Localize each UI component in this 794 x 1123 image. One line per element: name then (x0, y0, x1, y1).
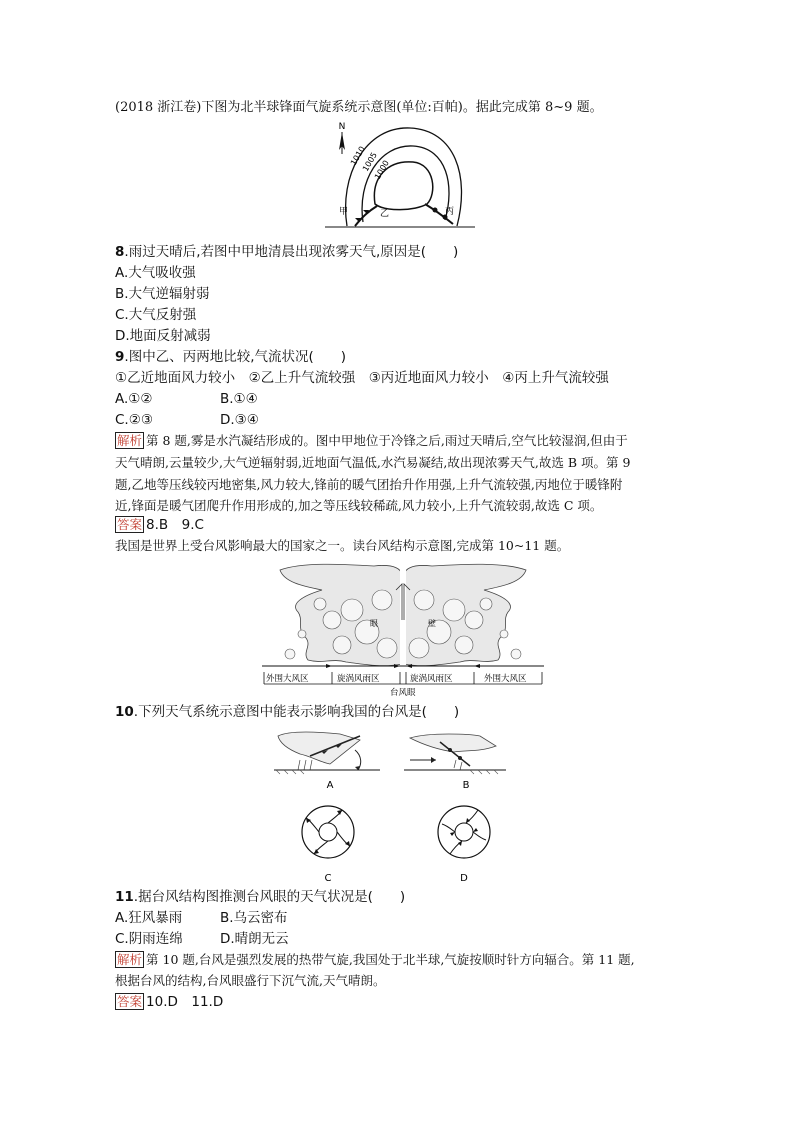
question-10: 10.下列天气系统示意图中能表示影响我国的台风是( ) (115, 704, 460, 720)
jiexi-badge-2: 解析 (117, 952, 143, 967)
jia-label: 甲 (339, 207, 349, 217)
q8-option-b[interactable]: B.大气逆辐射弱 (115, 286, 210, 302)
daan-badge-2: 答案 (117, 994, 143, 1009)
q9-option-a[interactable]: A.①② (115, 391, 153, 407)
q11-option-a[interactable]: A.狂风暴雨 (115, 910, 183, 926)
frontal-cyclone-figure (325, 116, 475, 228)
cold-front (355, 206, 377, 226)
jiexi-badge: 解析 (117, 433, 143, 448)
option-a-label: A (326, 780, 334, 791)
option-b-label: B (462, 780, 470, 791)
explanation-1-line-3: 题,乙地等压线较丙地密集,风力较大,锋前的暖气团抬升作用强,上升气流较强,丙地位于暖锋附 (115, 477, 623, 492)
answer-2: 答案 10.D 11.D (117, 994, 224, 1010)
q9-items: ①乙近地面风力较小 ②乙上升气流较强 ③丙近地面风力较小 ④丙上升气流较强 (115, 370, 609, 386)
explanation-1-line-2: 天气晴朗,云量较少,大气逆辐射弱,近地面气温低,水汽易凝结,故出现浓雾天气,故选 B 项。第 9 (115, 455, 631, 470)
q9-option-c[interactable]: C.②③ (115, 412, 153, 428)
q9-option-d[interactable]: D.③④ (220, 412, 259, 428)
north-label: N (338, 122, 346, 132)
explanation-2-line-2: 根据台风的结构,台风眼盛行下沉气流,天气晴朗。 (115, 973, 386, 988)
q9-option-b[interactable]: B.①④ (220, 391, 258, 407)
intro-text-1: (2018 浙江卷)下图为北半球锋面气旋系统示意图(单位:百帕)。据此完成第 8~9 题。 (115, 100, 603, 115)
bing-label: 丙 (445, 207, 455, 217)
typhoon-eye-label: 台风眼 (390, 688, 416, 698)
option-d-label: D (460, 873, 468, 884)
q11-option-c[interactable]: C.阴雨连绵 (115, 931, 183, 947)
weather-systems-figure (270, 726, 510, 886)
q8-option-a[interactable]: A.大气吸收强 (115, 265, 196, 281)
q8-option-c[interactable]: C.大气反射强 (115, 307, 197, 323)
yi-label: 乙 (380, 209, 390, 219)
eye-wall-right-label: 壁 (428, 619, 436, 628)
question-8: 8.雨过天晴后,若图中甲地清晨出现浓雾天气,原因是( ) (115, 244, 459, 260)
typhoon-structure-figure (262, 560, 544, 698)
answer-1: 答案 8.B 9.C (117, 517, 204, 533)
q8-option-d[interactable]: D.地面反射减弱 (115, 328, 211, 344)
intro-text-2: 我国是世界上受台风影响最大的国家之一。读台风结构示意图,完成第 10~11 题。 (115, 538, 570, 553)
vortex-rain-zone-left: 旋涡风雨区 (337, 674, 380, 684)
isobar-1005-label: 1005 (360, 150, 379, 173)
outer-wind-zone-left: 外围大风区 (266, 674, 309, 684)
q11-option-b[interactable]: B.乌云密布 (220, 910, 288, 926)
outer-wind-zone-right: 外围大风区 (484, 674, 527, 684)
explanation-2-line-1: 解析 第 10 题,台风是强烈发展的热带气旋,我国处于北半球,气旋按顺时针方向辐合。第 11 题, (117, 952, 635, 967)
option-a-diagram (274, 732, 380, 791)
question-11: 11.据台风结构图推测台风眼的天气状况是( ) (115, 889, 406, 905)
option-d-diagram (438, 806, 490, 884)
explanation-1-line-4: 近,锋面是暖气团爬升作用形成的,加之等压线较稀疏,风力较小,上升气流较弱,故选 C 项。 (115, 498, 603, 513)
isobar-1010-label: 1010 (348, 144, 367, 167)
option-b-diagram (404, 734, 506, 791)
daan-badge: 答案 (117, 517, 143, 532)
eye-wall-left-label: 眼 (370, 619, 378, 628)
q11-option-d[interactable]: D.晴朗无云 (220, 931, 289, 947)
option-c-label: C (324, 873, 332, 884)
question-9: 9.图中乙、丙两地比较,气流状况( ) (115, 349, 347, 365)
isobar-1000-label: 1000 (372, 158, 391, 181)
vortex-rain-zone-right: 旋涡风雨区 (410, 674, 453, 684)
option-c-diagram (302, 806, 354, 884)
explanation-1-line-1: 解析 第 8 题,雾是水汽凝结形成的。图中甲地位于冷锋之后,雨过天晴后,空气比较湿润,但由于 (117, 433, 628, 448)
